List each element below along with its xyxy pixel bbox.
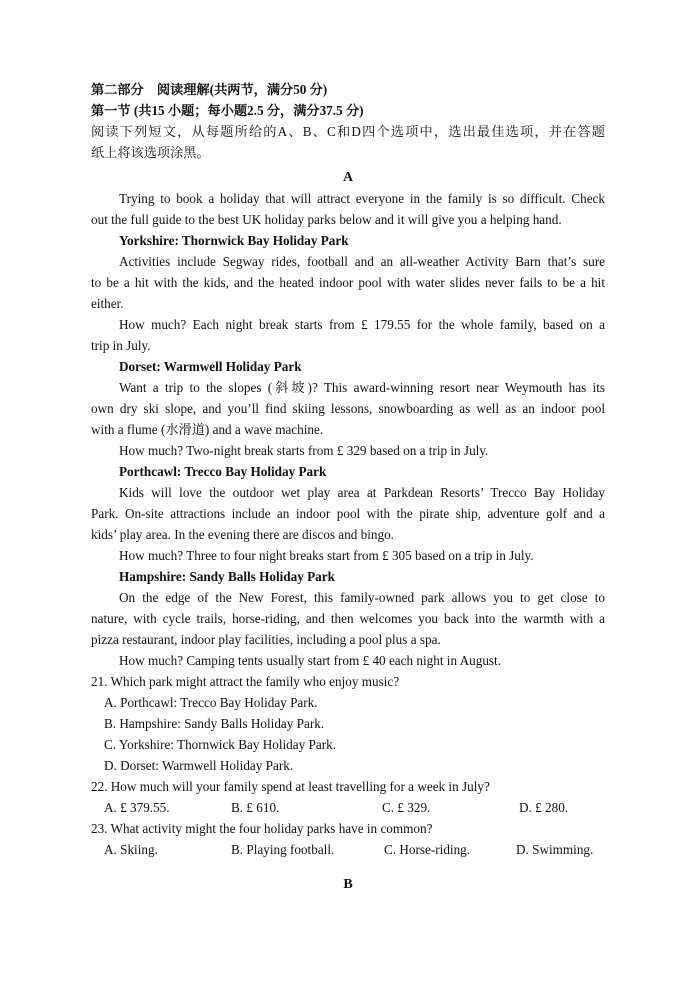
park-desc-line: Park. On-site attractions include an indoor pool with the pirate ship, adventure golf and a xyxy=(91,506,605,521)
park-desc-line: kids’ play area. In the evening there are discos and bingo. xyxy=(91,527,394,542)
park-price-line: How much? Camping tents usually start from £ 40 each night in August. xyxy=(119,653,502,668)
park-heading-porthcawl: Porthcawl: Trecco Bay Holiday Park xyxy=(119,464,327,479)
park-desc-line: nature, with cycle trails, horse-riding, and then welcomes you back into the warmth with a xyxy=(91,611,605,626)
option-21-d: D. Dorset: Warmwell Holiday Park. xyxy=(104,758,294,773)
park-desc-line: pizza restaurant, indoor play facilities, including a pool plus a spa. xyxy=(91,632,441,647)
question-stem-22: 22. How much will your family spend at least travelling for a week in July? xyxy=(91,779,490,794)
passage-a-label: A xyxy=(342,170,354,185)
passage-b-label: B xyxy=(343,877,353,892)
park-price-line: How much? Three to four night breaks start from £ 305 based on a trip in July. xyxy=(119,548,534,563)
passage-a-intro-1: Trying to book a holiday that will attract everyone in the family is so difficult. Check xyxy=(119,191,605,206)
park-desc-line: On the edge of the New Forest, this family-owned park allows you to get close to xyxy=(119,590,605,605)
part-title: 第二部分 阅读理解(共两节，满分50 分) xyxy=(91,82,328,97)
question-stem-23: 23. What activity might the four holiday parks have in common? xyxy=(91,821,433,836)
park-desc-line: either. xyxy=(91,296,124,311)
option-23-d: D. Swimming. xyxy=(516,842,594,857)
option-22-c: C. £ 329. xyxy=(382,800,431,815)
option-21-a: A. Porthcawl: Trecco Bay Holiday Park. xyxy=(104,695,318,710)
park-heading-yorkshire: Yorkshire: Thornwick Bay Holiday Park xyxy=(119,233,349,248)
park-desc-line: to be a hit with the kids, and the heated indoor pool with water slides never fails to be a hit xyxy=(91,275,605,290)
option-21-b: B. Hampshire: Sandy Balls Holiday Park. xyxy=(104,716,325,731)
park-desc-line: with a flume (水滑道) and a wave machine. xyxy=(91,422,324,437)
subsection-title: 第一节 (共15 小题；每小题2.5 分，满分37.5 分) xyxy=(91,103,364,118)
park-desc-line: Activities include Segway rides, football and an all-weather Activity Barn that’s sure xyxy=(119,254,605,269)
park-desc-line: Want a trip to the slopes (斜坡)? This award-winning resort near Weymouth has its xyxy=(119,380,605,395)
park-desc-line: Kids will love the outdoor wet play area at Parkdean Resorts’ Trecco Bay Holiday xyxy=(119,485,605,500)
option-23-b: B. Playing football. xyxy=(231,842,335,857)
park-price-line: How much? Two-night break starts from £ 329 based on a trip in July. xyxy=(119,443,489,458)
option-23-a: A. Skiing. xyxy=(104,842,158,857)
option-23-c: C. Horse-riding. xyxy=(384,842,471,857)
park-heading-dorset: Dorset: Warmwell Holiday Park xyxy=(119,359,302,374)
option-22-d: D. £ 280. xyxy=(519,800,569,815)
option-21-c: C. Yorkshire: Thornwick Bay Holiday Park. xyxy=(104,737,336,752)
option-22-a: A. £ 379.55. xyxy=(104,800,170,815)
park-desc-line: own dry ski slope, and you’ll find skiing lessons, snowboarding as well as an indoor pool xyxy=(91,401,605,416)
instructions-line-1: 阅读下列短文，从每题所给的A、B、C和D四个选项中，选出最佳选项，并在答题 xyxy=(91,124,605,139)
instructions-line-2: 纸上将该选项涂黑。 xyxy=(91,145,210,160)
question-stem-21: 21. Which park might attract the family who enjoy music? xyxy=(91,674,400,689)
park-price-line: How much? Each night break starts from £ 179.55 for the whole family, based on a xyxy=(119,317,605,332)
passage-a-intro-2: out the full guide to the best UK holiday parks below and it will give you a helping hand. xyxy=(91,212,562,227)
park-heading-hampshire: Hampshire: Sandy Balls Holiday Park xyxy=(119,569,335,584)
option-22-b: B. £ 610. xyxy=(231,800,280,815)
park-price-line: trip in July. xyxy=(91,338,151,353)
